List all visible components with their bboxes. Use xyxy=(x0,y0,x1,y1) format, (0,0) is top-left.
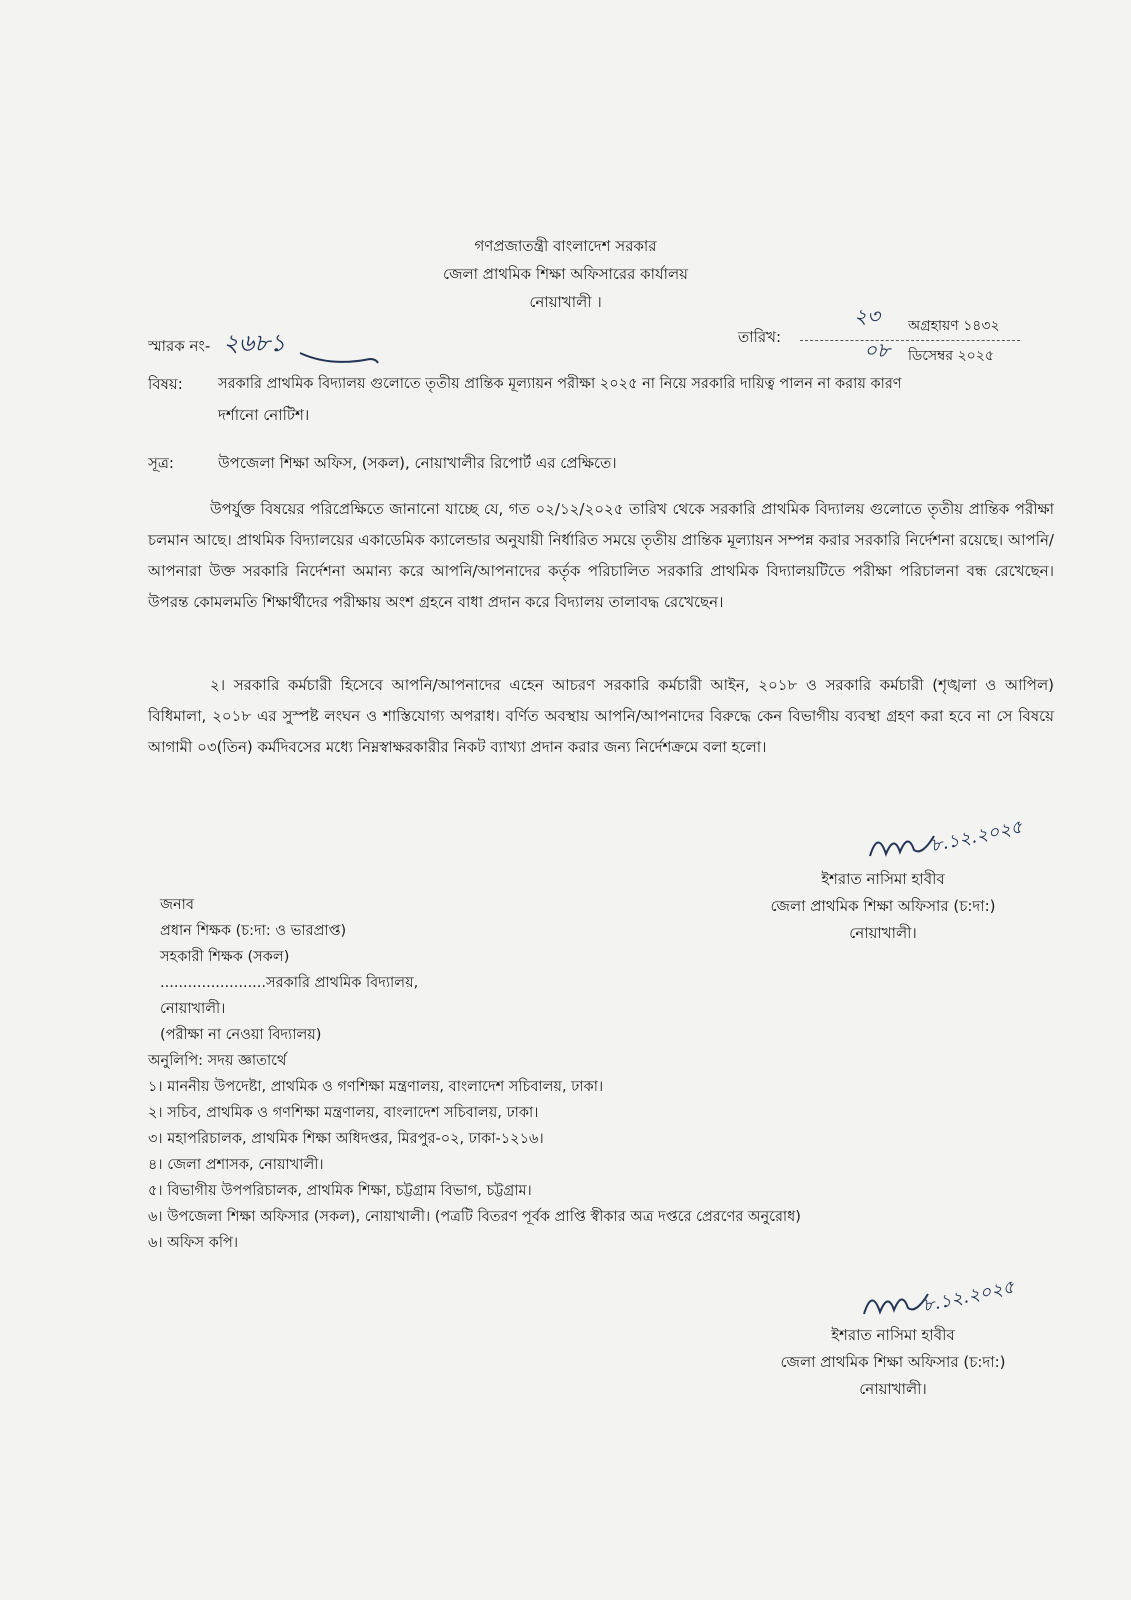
reference-text: উপজেলা শিক্ষা অফিস, (সকল), নোয়াখালীর রিপোর্ট এর প্রেক্ষিতে। xyxy=(218,454,617,472)
signature-2-date: ৮.১২.২০২৫ xyxy=(920,1276,1017,1317)
signature-1-date: ৮.১২.২০২৫ xyxy=(928,816,1025,857)
english-day-handwritten: ০৮ xyxy=(864,338,890,362)
bangla-month-year: অগ্রহায়ণ ১৪৩২ xyxy=(908,318,1000,334)
reference-label: সূত্র: xyxy=(148,454,174,472)
recipient-line-1: প্রধান শিক্ষক (চ:দা: ও ভারপ্রাপ্ত) xyxy=(160,923,347,939)
signatory-name: ইশরাত নাসিমা হাবীব xyxy=(821,870,945,888)
english-month-year: ডিসেম্বর ২০২৫ xyxy=(908,348,994,364)
letterhead xyxy=(0,232,1131,316)
recipient-block xyxy=(160,892,418,1048)
copy-item: ২। সচিব, প্রাথমিক ও গণশিক্ষা মন্ত্রণালয়, বাংলাদেশ সচিবালয়, ঢাকা। xyxy=(148,1105,539,1121)
recipient-salutation: জনাব xyxy=(160,897,194,913)
signatory-name: ইশরাত নাসিমা হাবীব xyxy=(831,1326,955,1344)
bangla-day-handwritten: ২৩ xyxy=(854,304,881,328)
recipient-line-4: নোয়াখালী। xyxy=(160,1001,226,1017)
copies-heading: অনুলিপি: সদয় জ্ঞাতার্থে xyxy=(148,1053,287,1069)
recipient-line-3: .......................সরকারি প্রাথমিক বিদ্যালয়, xyxy=(160,975,419,991)
copy-item: ৬। অফিস কপি। xyxy=(148,1235,239,1251)
recipient-line-5: (পরীক্ষা না নেওয়া বিদ্যালয়) xyxy=(160,1027,322,1043)
subject-line-2: দর্শানো নোটিশ। xyxy=(218,406,310,424)
subject-label: বিষয়: xyxy=(148,375,183,393)
header-district: নোয়াখালী । xyxy=(529,293,602,311)
signature-block-2 xyxy=(748,1322,1038,1403)
subject-line-1: সরকারি প্রাথমিক বিদ্যালয় গুলোতে তৃতীয় প্রান্তিক মূল্যায়ন পরীক্ষা ২০২৫ না নিয়ে সরকারি দায়িত্ব পালন না করায় কারণ xyxy=(218,376,902,392)
memo-number xyxy=(148,328,285,361)
signature-block-1 xyxy=(738,866,1028,947)
copy-item: ৬। উপজেলা শিক্ষা অফিসার (সকল), নোয়াখালী। (পত্রটি বিতরণ পূর্বক প্রাপ্তি স্বীকার অত্র দপ্তরে প্রেরণের অনুরোধ) xyxy=(148,1209,801,1225)
signatory-title: জেলা প্রাথমিক শিক্ষা অফিসার (চ:দা:) xyxy=(770,897,996,915)
header-government: গণপ্রজাতন্ত্রী বাংলাদেশ সরকার xyxy=(474,237,657,255)
memo-label: স্মারক নং- xyxy=(148,337,211,355)
body-paragraph-2: ২। সরকারি কর্মচারী হিসেবে আপনি/আপনাদের এহেন আচরণ সরকারি কর্মচারী আইন, ২০১৮ ও সরকারি কর্মচারী (শৃঙ্খলা ও আপিল) বিধিমালা, ২০১৮ এর সুস্পষ্ট লংঘন ও শাস্তিযোগ্য অপরাধ। বর্ণিত অবস্থায় আপনি/আপনাদের বিরুদ্ধে কেন বিভাগীয় ব্যবস্থা গ্রহণ করা হবে না সে বিষয়ে আগামী ০৩(তিন) কর্মদিবসের মধ্যে নিম্নস্বাক্ষরকারীর নিকট ব্যাখ্যা প্রদান করার জন্য নির্দেশক্রমে বলা হলো। xyxy=(148,676,1054,756)
copies-block xyxy=(148,1048,801,1256)
date-block xyxy=(800,304,1030,368)
date-divider xyxy=(800,340,1020,341)
copy-item: ৪। জেলা প্রশাসক, নোয়াখালী। xyxy=(148,1157,324,1173)
signatory-title: জেলা প্রাথমিক শিক্ষা অফিসার (চ:দা:) xyxy=(780,1353,1006,1371)
signatory-place: নোয়াখালী। xyxy=(849,924,917,942)
copy-item: ৩। মহাপরিচালক, প্রাথমিক শিক্ষা অধিদপ্তর, মিরপুর-০২, ঢাকা-১২১৬। xyxy=(148,1131,544,1147)
header-office: জেলা প্রাথমিক শিক্ষা অফিসারের কার্যালয় xyxy=(442,265,689,283)
copy-item: ১। মাননীয় উপদেষ্টা, প্রাথমিক ও গণশিক্ষা মন্ত্রণালয়, বাংলাদেশ সচিবালয়, ঢাকা। xyxy=(148,1079,604,1095)
memo-number-handwritten: ২৬৮১ xyxy=(223,329,286,357)
copy-item: ৫। বিভাগীয় উপপরিচালক, প্রাথমিক শিক্ষা, চট্টগ্রাম বিভাগ, চট্টগ্রাম। xyxy=(148,1183,532,1199)
signatory-place: নোয়াখালী। xyxy=(859,1380,927,1398)
body-paragraph-1: উপর্যুক্ত বিষয়ের পরিপ্রেক্ষিতে জানানো যাচ্ছে যে, গত ০২/১২/২০২৫ তারিখ থেকে সরকারি প্রাথমিক বিদ্যালয় গুলোতে তৃতীয় প্রান্তিক পরীক্ষা চলমান আছে। প্রাথমিক বিদ্যালয়ের একাডেমিক ক্যালেন্ডার অনুযায়ী নির্ধারিত সময়ে তৃতীয় প্রান্তিক মূল্যায়ন সম্পন্ন করার সরকারি নির্দেশনা রয়েছে। আপনি/আপনারা উক্ত সরকারি নির্দেশনা অমান্য করে আপনি/আপনাদের কর্তৃক পরিচালিত সরকারি প্রাথমিক বিদ্যালয়টিতে পরীক্ষা পরিচালনা বন্ধ রেখেছেন। উপরন্ত কোমলমতি শিক্ষার্থীদের পরীক্ষায় অংশ গ্রহনে বাধা প্রদান করে বিদ্যালয় তালাবদ্ধ রেখেছেন। xyxy=(148,500,1054,611)
date-label: তারিখ: xyxy=(738,328,782,346)
recipient-line-2: সহকারী শিক্ষক (সকল) xyxy=(160,949,290,965)
